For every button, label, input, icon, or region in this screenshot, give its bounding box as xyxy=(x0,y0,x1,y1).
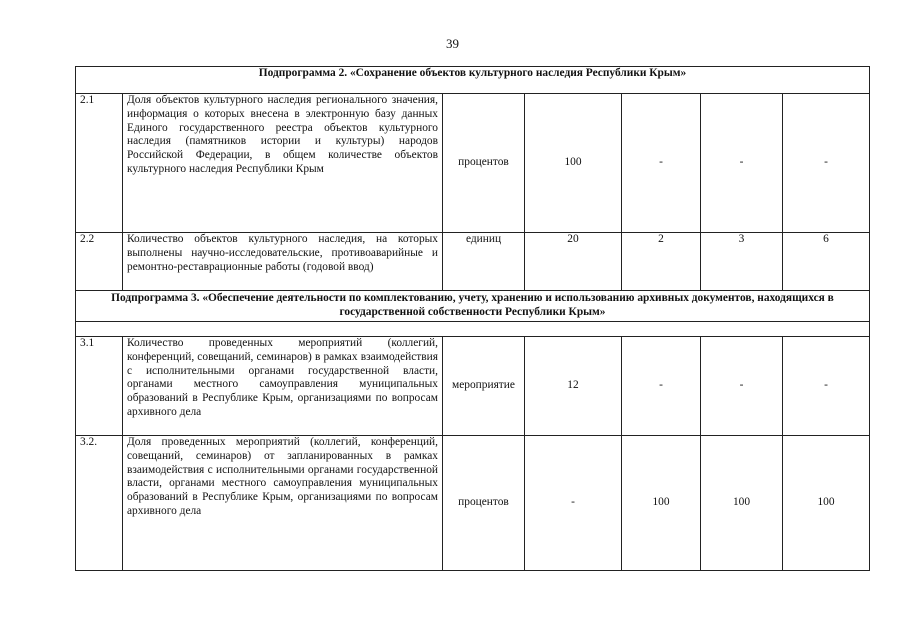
section-title: Подпрограмма 3. «Обеспечение деятельности по комплектованию, учету, хранению и использованию архивных документов, находящихся в государственной собственности Республики Крым» xyxy=(76,291,870,322)
table-row xyxy=(76,233,870,291)
unit-cell: процентов xyxy=(443,436,525,571)
value-cell: 100 xyxy=(701,436,783,571)
table-row xyxy=(76,436,870,571)
table-row xyxy=(76,337,870,436)
value-cell: - xyxy=(701,337,783,436)
row-number: 3.2. xyxy=(76,436,123,571)
unit-cell: единиц xyxy=(443,233,525,291)
spacer-cell xyxy=(76,322,870,337)
value-cell: 2 xyxy=(622,233,701,291)
page-number: 39 xyxy=(446,36,459,51)
section-title: Подпрограмма 2. «Сохранение объектов культурного наследия Республики Крым» xyxy=(76,67,870,94)
row-number: 3.1 xyxy=(76,337,123,436)
value-cell: - xyxy=(783,337,870,436)
value-cell: 20 xyxy=(525,233,622,291)
row-number: 2.2 xyxy=(76,233,123,291)
section-header-subprogram-2 xyxy=(76,67,870,94)
value-cell: - xyxy=(622,94,701,233)
unit-cell: мероприятие xyxy=(443,337,525,436)
unit-cell: процентов xyxy=(443,94,525,233)
value-cell: 6 xyxy=(783,233,870,291)
value-cell: - xyxy=(525,436,622,571)
value-cell: - xyxy=(622,337,701,436)
value-cell: 3 xyxy=(701,233,783,291)
spacer-row xyxy=(76,322,870,337)
section-header-subprogram-3 xyxy=(76,291,870,322)
indicator-description: Количество объектов культурного наследия, на которых выполнены научно-исследовательские, противоаварийные и ремонтно-реставрационные работы (годовой ввод) xyxy=(123,233,443,291)
row-number: 2.1 xyxy=(76,94,123,233)
value-cell: 12 xyxy=(525,337,622,436)
value-cell: 100 xyxy=(783,436,870,571)
value-cell: 100 xyxy=(525,94,622,233)
value-cell: 100 xyxy=(622,436,701,571)
indicator-description: Доля проведенных мероприятий (коллегий, конференций, совещаний, семинаров) от запланированных в рамках взаимодействия с исполнительными органами государственной власти, органами местного самоуправления муниципальных образований в Республике Крым, организациями по вопросам архивного дела xyxy=(123,436,443,571)
indicators-table xyxy=(75,66,870,571)
indicator-description: Доля объектов культурного наследия регионального значения, информация о которых внесена в электронную базу данных Единого государственного реестра объектов культурного наследия (памятников истории и культуры) народов Российской Федерации, в общем количестве объектов культурного наследия Республики Крым xyxy=(123,94,443,233)
table-row xyxy=(76,94,870,233)
value-cell: - xyxy=(701,94,783,233)
indicator-description: Количество проведенных мероприятий (коллегий, конференций, совещаний, семинаров) в рамках взаимодействия с исполнительными органами государственной власти, органами местного самоуправления муниципальных образований в Республике Крым, организациями по вопросам архивного дела xyxy=(123,337,443,436)
value-cell: - xyxy=(783,94,870,233)
